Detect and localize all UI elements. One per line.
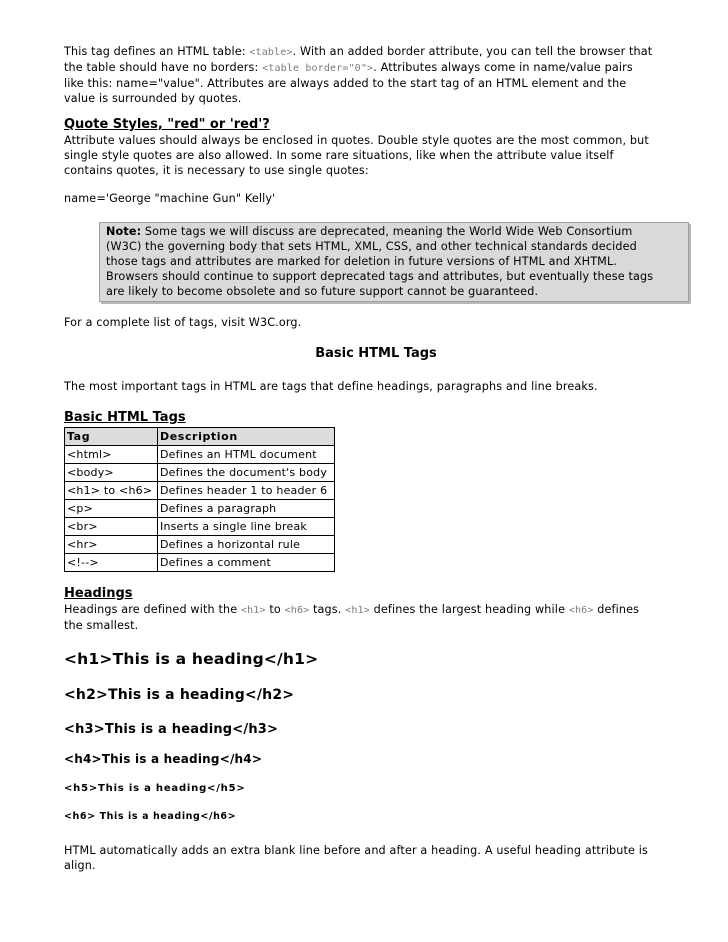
headings-text: defines the largest heading while — [369, 603, 569, 616]
note-box — [99, 222, 689, 302]
code-h6: <h6> — [568, 605, 594, 616]
column-header-tag: Tag — [65, 428, 158, 446]
table-row — [65, 482, 335, 500]
intro-text: the table should have no borders: — [64, 61, 263, 74]
note-label: Note: — [106, 225, 142, 238]
code-h1: <h1> — [345, 605, 370, 616]
table-cell-description: Inserts a single line break — [158, 518, 335, 536]
table-row — [65, 536, 335, 554]
headings-outro — [64, 843, 648, 873]
table-cell-tag: <hr> — [65, 536, 158, 554]
quote-styles-heading: Quote Styles, "red" or 'red'? — [64, 117, 270, 132]
headings-line-1 — [64, 602, 639, 618]
intro-text: . Attributes always come in name/value pairs — [373, 61, 633, 74]
intro-line-2 — [64, 60, 652, 76]
table-row — [65, 446, 335, 464]
outro-line-1: HTML automatically adds an extra blank line before and after a heading. A useful heading attribute is — [64, 844, 648, 857]
code-h1: <h1> — [240, 605, 266, 616]
w3c-link-text: For a complete list of tags, visit W3C.org. — [64, 316, 302, 329]
table-row — [65, 500, 335, 518]
basic-tags-title: Basic HTML Tags — [315, 346, 437, 361]
table-cell-description: Defines header 1 to header 6 — [158, 482, 335, 500]
table-cell-tag: <p> — [65, 500, 158, 518]
intro-line-1 — [64, 44, 652, 60]
table-row — [65, 464, 335, 482]
example-h3: <h3>This is a heading</h3> — [64, 722, 279, 737]
column-header-description: Description — [158, 428, 335, 446]
example-h5: <h5>This is a heading</h5> — [64, 783, 246, 794]
example-h1: <h1>This is a heading</h1> — [64, 650, 319, 668]
headings-line-2: the smallest. — [64, 619, 139, 632]
quote-line-3: contains quotes, it is necessary to use single quotes: — [64, 164, 369, 177]
intro-text: . With an added border attribute, you can tell the browser that — [292, 45, 653, 58]
code-table-border: <table border="0"> — [262, 63, 374, 74]
intro-line-4: value is surrounded by quotes. — [64, 92, 242, 105]
headings-text: tags. — [309, 603, 346, 616]
table-cell-description: Defines a paragraph — [158, 500, 335, 518]
intro-text: This tag defines an HTML table: — [64, 45, 250, 58]
note-line-5: are likely to become obsolete and so future support cannot be guaranteed. — [106, 285, 539, 298]
headings-text: to — [265, 603, 285, 616]
table-header-row — [65, 428, 335, 446]
table-cell-description: Defines the document's body — [158, 464, 335, 482]
example-h6: <h6> This is a heading</h6> — [64, 811, 237, 822]
headings-heading: Headings — [64, 586, 133, 601]
quote-line-2: single style quotes are also allowed. In some rare situations, like when the attribute value itself — [64, 149, 614, 162]
code-table-tag: <table> — [249, 47, 293, 58]
example-h4: <h4>This is a heading</h4> — [64, 752, 263, 766]
code-h6: <h6> — [284, 605, 310, 616]
table-cell-description: Defines a horizontal rule — [158, 536, 335, 554]
note-line-3: those tags and attributes are marked for deletion in future versions of HTML and XHTML. — [106, 255, 618, 268]
quote-example: name='George "machine Gun" Kelly' — [64, 192, 276, 205]
table-cell-tag: <body> — [65, 464, 158, 482]
basic-tags-table-heading: Basic HTML Tags — [64, 410, 186, 425]
table-cell-tag: <h1> to <h6> — [65, 482, 158, 500]
table-cell-tag: <br> — [65, 518, 158, 536]
basic-tags-table — [64, 427, 335, 572]
table-row — [65, 554, 335, 572]
table-cell-description: Defines an HTML document — [158, 446, 335, 464]
quote-line-1: Attribute values should always be enclosed in quotes. Double style quotes are the most common, but — [64, 134, 649, 147]
headings-text: defines — [593, 603, 640, 616]
table-cell-description: Defines a comment — [158, 554, 335, 572]
intro-line-3: like this: name="value". Attributes are always added to the start tag of an HTML element and the — [64, 77, 627, 90]
note-line-2: (W3C) the governing body that sets HTML, XML, CSS, and other technical standards decided — [106, 240, 637, 253]
headings-text: Headings are defined with the — [64, 603, 241, 616]
example-h2: <h2>This is a heading</h2> — [64, 687, 295, 703]
note-line-1 — [106, 224, 682, 239]
basic-tags-intro: The most important tags in HTML are tags that define headings, paragraphs and line breaks. — [64, 380, 598, 393]
outro-line-2: align. — [64, 859, 96, 872]
table-cell-tag: <html> — [65, 446, 158, 464]
table-cell-tag: <!--> — [65, 554, 158, 572]
quote-styles-section — [64, 117, 649, 178]
table-row — [65, 518, 335, 536]
note-text: Some tags we will discuss are deprecated, meaning the World Wide Web Consortium — [141, 225, 633, 238]
note-line-4: Browsers should continue to support deprecated tags and attributes, but eventually these tags — [106, 270, 654, 283]
headings-section — [64, 586, 639, 633]
intro-paragraph — [64, 44, 652, 106]
